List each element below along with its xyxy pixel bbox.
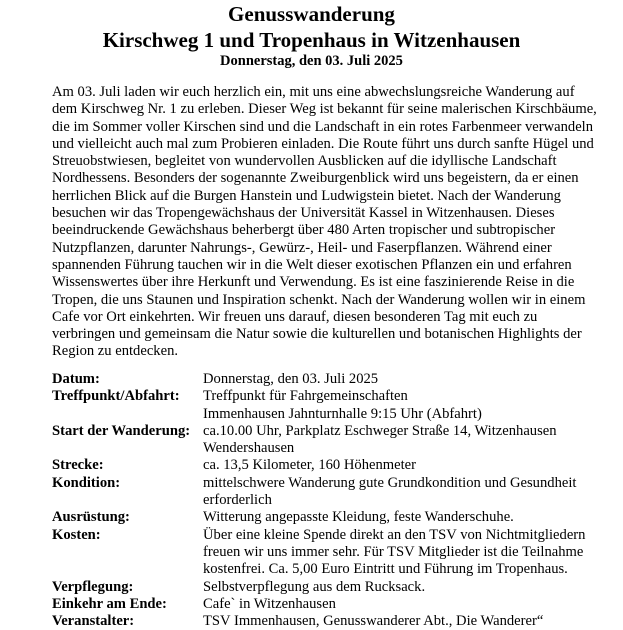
document-date-line: Donnerstag, den 03. Juli 2025 bbox=[220, 53, 403, 69]
detail-row bbox=[52, 371, 612, 388]
description-paragraph: Am 03. Juli laden wir euch herzlich ein, mit uns eine abwechslungsreiche Wanderung auf dem Kirschweg Nr. 1 zu erleben. Dieser Weg ist bekannt für seine malerischen Kirschbäume, die im Sommer voller Kirschen sind und die Landschaft in ein rotes Farbenmeer verwandeln und vielleicht auch mal zum Probieren einladen. Die Route führt uns durch sanfte Hügel und Streuobstwiesen, begleitet von wundervollen Ausblicken auf die idyllische Landschaft Nordhessens. Besonders der sogenannte Zweiburgenblick wird uns begeistern, da er einen herrlichen Blick auf die Burgen Hanstein und Ludwigstein bietet. Nach der Wanderung besuchen wir das Tropengewächshaus der Universität Kassel in Witzenhausen. Dieses beeindruckende Gewächshaus beherbergt über 480 Arten tropischer und subtropischer Nutzpflanzen, darunter Nahrungs-, Gewürz-, Heil- und Faserpflanzen. Während einer spannenden Führung tauchen wir in die Welt dieser exotischen Pflanzen ein und erfahren Wissenswertes über ihre Herkunft und Verwendung. Es ist eine faszinierende Reise in die Tropen, die uns Staunen und Inspiration schenkt. Nach der Wanderung wollen wir in einem Cafe vor Ort einkehrten. Wir freuen uns darauf, diesen besonderen Tag mit euch zu verbringen und gemeinsam die Natur sowie die kulturellen und botanischen Highlights der Region zu entdecken. bbox=[52, 84, 597, 360]
detail-value-line: Cafe` in Witzenhausen bbox=[203, 595, 336, 612]
document-subtitle: Kirschweg 1 und Tropenhaus in Witzenhausen bbox=[102, 28, 521, 52]
detail-value-line: Immenhausen Jahnturnhalle 9:15 Uhr (Abfahrt) bbox=[203, 405, 482, 422]
detail-label: Veranstalter: bbox=[52, 613, 135, 630]
detail-value-line: mittelschwere Wanderung gute Grundkondition und Gesundheit bbox=[203, 474, 577, 491]
detail-value-line: ca. 13,5 Kilometer, 160 Höhenmeter bbox=[203, 457, 416, 474]
detail-value bbox=[203, 457, 612, 474]
detail-value-line: freuen wir uns immer sehr. Für TSV Mitglieder ist die Teilnahme bbox=[203, 543, 584, 560]
document-title: Genusswanderung bbox=[228, 2, 395, 26]
detail-value-line: Selbstverpflegung aus dem Rucksack. bbox=[203, 578, 426, 595]
detail-label: Start der Wanderung: bbox=[52, 422, 191, 439]
detail-label: Ausrüstung: bbox=[52, 509, 130, 526]
detail-row bbox=[52, 613, 612, 630]
detail-label: Kondition: bbox=[52, 474, 121, 491]
detail-value bbox=[203, 613, 612, 630]
detail-value bbox=[203, 388, 612, 423]
detail-value-line: erforderlich bbox=[203, 492, 272, 509]
detail-value-line: ca.10.00 Uhr, Parkplatz Eschweger Straße 14, Witzenhausen bbox=[203, 422, 557, 439]
detail-value bbox=[203, 509, 612, 526]
detail-value-line: Witterung angepasste Kleidung, feste Wanderschuhe. bbox=[203, 509, 514, 526]
detail-value-line: kostenfrei. Ca. 5,00 Euro Eintritt und Führung im Tropenhaus. bbox=[203, 561, 568, 578]
detail-label: Kosten: bbox=[52, 526, 101, 543]
detail-label: Einkehr am Ende: bbox=[52, 595, 167, 612]
detail-row bbox=[52, 423, 612, 458]
detail-value bbox=[203, 596, 612, 613]
detail-label: Strecke: bbox=[52, 457, 104, 474]
detail-row bbox=[52, 457, 612, 474]
detail-value-line: Treffpunkt für Fahrgemeinschaften bbox=[203, 388, 408, 405]
detail-row bbox=[52, 475, 612, 510]
detail-label: Treffpunkt/Abfahrt: bbox=[52, 388, 180, 405]
detail-value bbox=[203, 579, 612, 596]
detail-value-line: Donnerstag, den 03. Juli 2025 bbox=[203, 371, 379, 387]
detail-value bbox=[203, 475, 612, 510]
detail-value-line: TSV Immenhausen, Genusswanderer Abt., Die Wanderer“ bbox=[203, 613, 544, 630]
detail-row bbox=[52, 596, 612, 613]
event-details-table bbox=[52, 371, 612, 630]
detail-label: Datum: bbox=[52, 371, 100, 387]
detail-value-line: Wendershausen bbox=[203, 440, 295, 457]
detail-value bbox=[203, 423, 612, 458]
detail-label: Verpflegung: bbox=[52, 578, 134, 595]
detail-row bbox=[52, 579, 612, 596]
detail-row bbox=[52, 527, 612, 579]
detail-value-line: Über eine kleine Spende direkt an den TSV von Nichtmitgliedern bbox=[203, 526, 586, 543]
detail-value bbox=[203, 371, 612, 388]
detail-row bbox=[52, 388, 612, 423]
detail-value bbox=[203, 527, 612, 579]
detail-row bbox=[52, 509, 612, 526]
